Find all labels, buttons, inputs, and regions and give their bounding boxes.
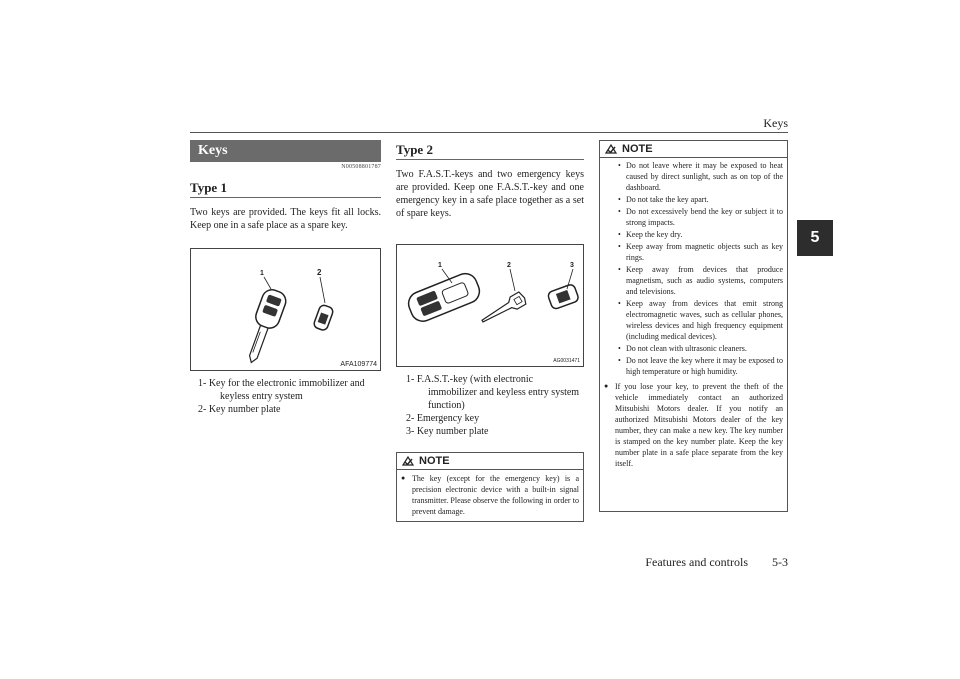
caption-item: 1- Key for the electronic immobilizer and keyless entry system [198, 378, 365, 402]
key-illustration-type1 [191, 249, 380, 370]
caption-item: 2- Emergency key [406, 413, 480, 424]
note-bullet: • Do not leave where it may be exposed to heat caused by direct sunlight, such as on top of the dashboard. [617, 160, 783, 193]
note-bullet: • Keep the key dry. [617, 229, 783, 240]
figure-label-1: 1 [260, 270, 264, 277]
caption-item: 3- Key number plate [406, 426, 489, 437]
note-icon [604, 143, 618, 155]
figure-code: AG0031471 [553, 358, 580, 364]
note-header [600, 141, 787, 158]
figure-label-2: 2 [507, 262, 511, 269]
type2-captions [406, 373, 584, 438]
figure-label-1: 1 [438, 262, 442, 269]
column-1 [190, 140, 381, 232]
note-item: ● If you lose your key, to prevent the theft of the vehicle immediately contact an authorized Mitsubishi Motors dealer. If you notify an authorized Mitsubishi Motors dealer of the key number, they can make a new key. The key number is stamped on the key number plate. Keep the key number plate in a safe place separate from the key itself. [604, 381, 783, 469]
note-bullet: • Keep away from devices that emit strong electromagnetic waves, such as cellular phones, wireless devices and high frequency equipment (including medical devices). [617, 298, 783, 342]
note-item: ● The key (except for the emergency key) is a precision electronic device with a built-in signal transmitter. Please observe the following in order to prevent damage. [401, 473, 579, 517]
footer-section: Features and controls [645, 555, 748, 569]
note-bullet: • Do not clean with ultrasonic cleaners. [617, 343, 783, 354]
header-rule [190, 132, 788, 133]
note-box-type2 [396, 452, 584, 522]
note-header [397, 453, 583, 470]
figure-label-2: 2 [317, 268, 322, 277]
figure-type2 [396, 244, 584, 367]
type1-intro: Two keys are provided. The keys fit all locks. Keep one in a safe place as a spare key. [190, 207, 381, 231]
note-box-keys [599, 140, 788, 512]
note-body [397, 470, 583, 517]
note-bullet: • Do not excessively bend the key or subject it to strong impacts. [617, 206, 783, 228]
type1-captions [198, 377, 381, 416]
note-body [600, 158, 787, 377]
running-header-title: Keys [763, 116, 788, 130]
section-title: Keys [190, 140, 381, 162]
page-footer [645, 555, 788, 570]
column-2 [396, 140, 584, 220]
section-code: N00508801787 [341, 164, 381, 170]
note-bullet: • Do not leave the key where it may be exposed to high temperature or high humidity. [617, 355, 783, 377]
note-bullet: • Keep away from devices that produce magnetism, such as audio systems, computers and televisions. [617, 264, 783, 297]
page-number: 5-3 [772, 555, 788, 569]
figure-label-3: 3 [570, 262, 574, 269]
caption-item: 2- Key number plate [198, 404, 281, 415]
note-icon [401, 455, 415, 467]
type1-title: Type 1 [190, 178, 381, 198]
key-illustration-type2 [397, 245, 583, 366]
note-bullet: • Keep away from magnetic objects such as key rings. [617, 241, 783, 263]
caption-item: 1- F.A.S.T.-key (with electronic immobilizer and keyless entry system function) [406, 374, 580, 411]
figure-code: AFA109774 [340, 361, 377, 368]
note-title: NOTE [419, 455, 450, 467]
chapter-tab: 5 [797, 220, 833, 256]
note-title: NOTE [622, 143, 653, 155]
note-bullet: • Do not take the key apart. [617, 194, 783, 205]
type2-intro: Two F.A.S.T.-keys and two emergency keys are provided. Keep one F.A.S.T.-key and one emergency key in a safe place together as a set of spare keys. [396, 169, 584, 219]
figure-type1 [190, 248, 381, 371]
type2-title: Type 2 [396, 140, 584, 160]
note-main-item [600, 378, 787, 469]
